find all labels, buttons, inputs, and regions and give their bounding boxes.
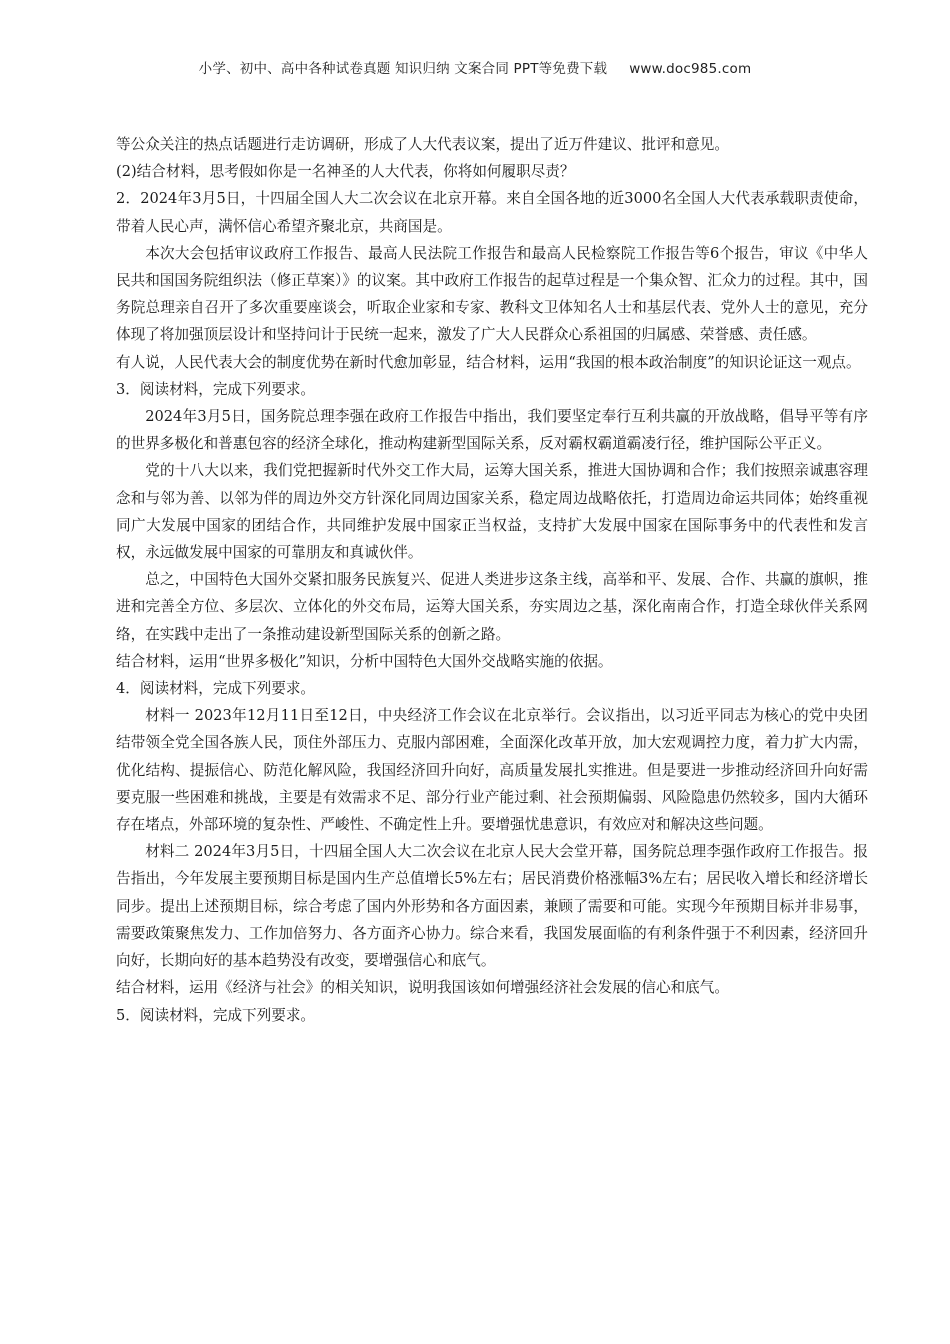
question-item: 5．阅读材料，完成下列要求。: [116, 1006, 316, 1024]
question-item: 4．阅读材料，完成下列要求。: [116, 680, 316, 698]
question-item: 有人说，人民代表大会的制度优势在新时代愈加彰显，结合材料，运用“我国的根本政治制度”的知识论证这一观点。: [116, 353, 861, 371]
paragraph: 党的十八大以来，我们党把握新时代外交工作大局，运筹大国关系，推进大国协调和合作；我们按照亲诚惠容理念和与邻为善、以邻为伴的周边外交方针深化同周边国家关系，稳定周边战略依托，打造周边命运共同体；始终重视同广大发展中国家的团结合作，共同维护发展中国家正当权益，支持扩大发展中国家在国际事务中的代表性和发言权，永远做发展中国家的可靠朋友和真诚伙伴。: [116, 462, 868, 562]
document-body: [116, 131, 868, 1029]
question-item: (2)结合材料，思考假如你是一名神圣的人大代表，你将如何履职尽责？: [116, 163, 575, 181]
paragraph: 材料一 2023年12月11日至12日，中央经济工作会议在北京举行。会议指出，以习近平同志为核心的党中央团结带领全党全国各族人民，顶住外部压力、克服内部困难，全面深化改革开放，加大宏观调控力度，着力扩大内需，优化结构、提振信心、防范化解风险，我国经济回升向好，高质量发展扎实推进。但是要进一步推动经济回升向好需要克服一些困难和挑战，主要是有效需求不足、部分行业产能过剩、社会预期偏弱、风险隐患仍然较多，国内大循环存在堵点，外部环境的复杂性、严峻性、不确定性上升。要增强忧患意识，有效应对和解决这些问题。: [116, 707, 868, 834]
paragraph: 总之，中国特色大国外交紧扣服务民族复兴、促进人类进步这条主线，高举和平、发展、合作、共赢的旗帜，推进和完善全方位、多层次、立体化的外交布局，运筹大国关系，夯实周边之基，深化南南合作，打造全球伙伴关系网络，在实践中走出了一条推动建设新型国际关系的创新之路。: [116, 571, 868, 643]
paragraph: 本次大会包括审议政府工作报告、最高人民法院工作报告和最高人民检察院工作报告等6个报告，审议《中华人民共和国国务院组织法（修正草案）》的议案。其中政府工作报告的起草过程是一个集众智、汇众力的过程。其中，国务院总理亲自召开了多次重要座谈会，听取企业家和专家、教科文卫体知名人士和基层代表、党外人士的意见，充分体现了将加强顶层设计和坚持问计于民统一起来，激发了广大人民群众心系祖国的归属感、荣誉感、责任感。: [116, 244, 868, 344]
paragraph: 材料二 2024年3月5日，十四届全国人大二次会议在北京人民大会堂开幕，国务院总理李强作政府工作报告。报告指出，今年发展主要预期目标是国内生产总值增长5%左右；居民消费价格涨幅3%左右；居民收入增长和经济增长同步。提出上述预期目标，综合考虑了国内外形势和各方面因素，兼顾了需要和可能。实现今年预期目标并非易事，需要政策聚焦发力、工作加倍努力、各方面齐心协力。综合来看，我国发展面临的有利条件强于不利因素，经济回升向好，长期向好的基本趋势没有改变，要增强信心和底气。: [116, 843, 868, 970]
paragraph: 等公众关注的热点话题进行走访调研，形成了人大代表议案，提出了近万件建议、批评和意见。: [116, 136, 729, 153]
question-item: 2．2024年3月5日，十四届全国人大二次会议在北京开幕。来自全国各地的近3000名全国人大代表承载职责使命，带着人民心声，满怀信心希望齐聚北京，共商国是。: [116, 190, 868, 235]
question-item: 3．阅读材料，完成下列要求。: [116, 380, 316, 398]
paragraph: 2024年3月5日，国务院总理李强在政府工作报告中指出，我们要坚定奉行互利共赢的开放战略，倡导平等有序的世界多极化和普惠包容的经济全球化，推动构建新型国际关系，反对霸权霸道霸凌行径，维护国际公平正义。: [116, 408, 868, 453]
header-text: 小学、初中、高中各种试卷真题 知识归纳 文案合同 PPT等免费下载: [198, 61, 608, 77]
question-item: 结合材料，运用《经济与社会》的相关知识，说明我国该如何增强经济社会发展的信心和底气。: [116, 979, 729, 997]
page-header: [0, 57, 950, 77]
question-item: 结合材料，运用“世界多极化”知识，分析中国特色大国外交战略实施的依据。: [116, 652, 613, 670]
header-site-link[interactable]: www.doc985.com: [629, 61, 752, 77]
